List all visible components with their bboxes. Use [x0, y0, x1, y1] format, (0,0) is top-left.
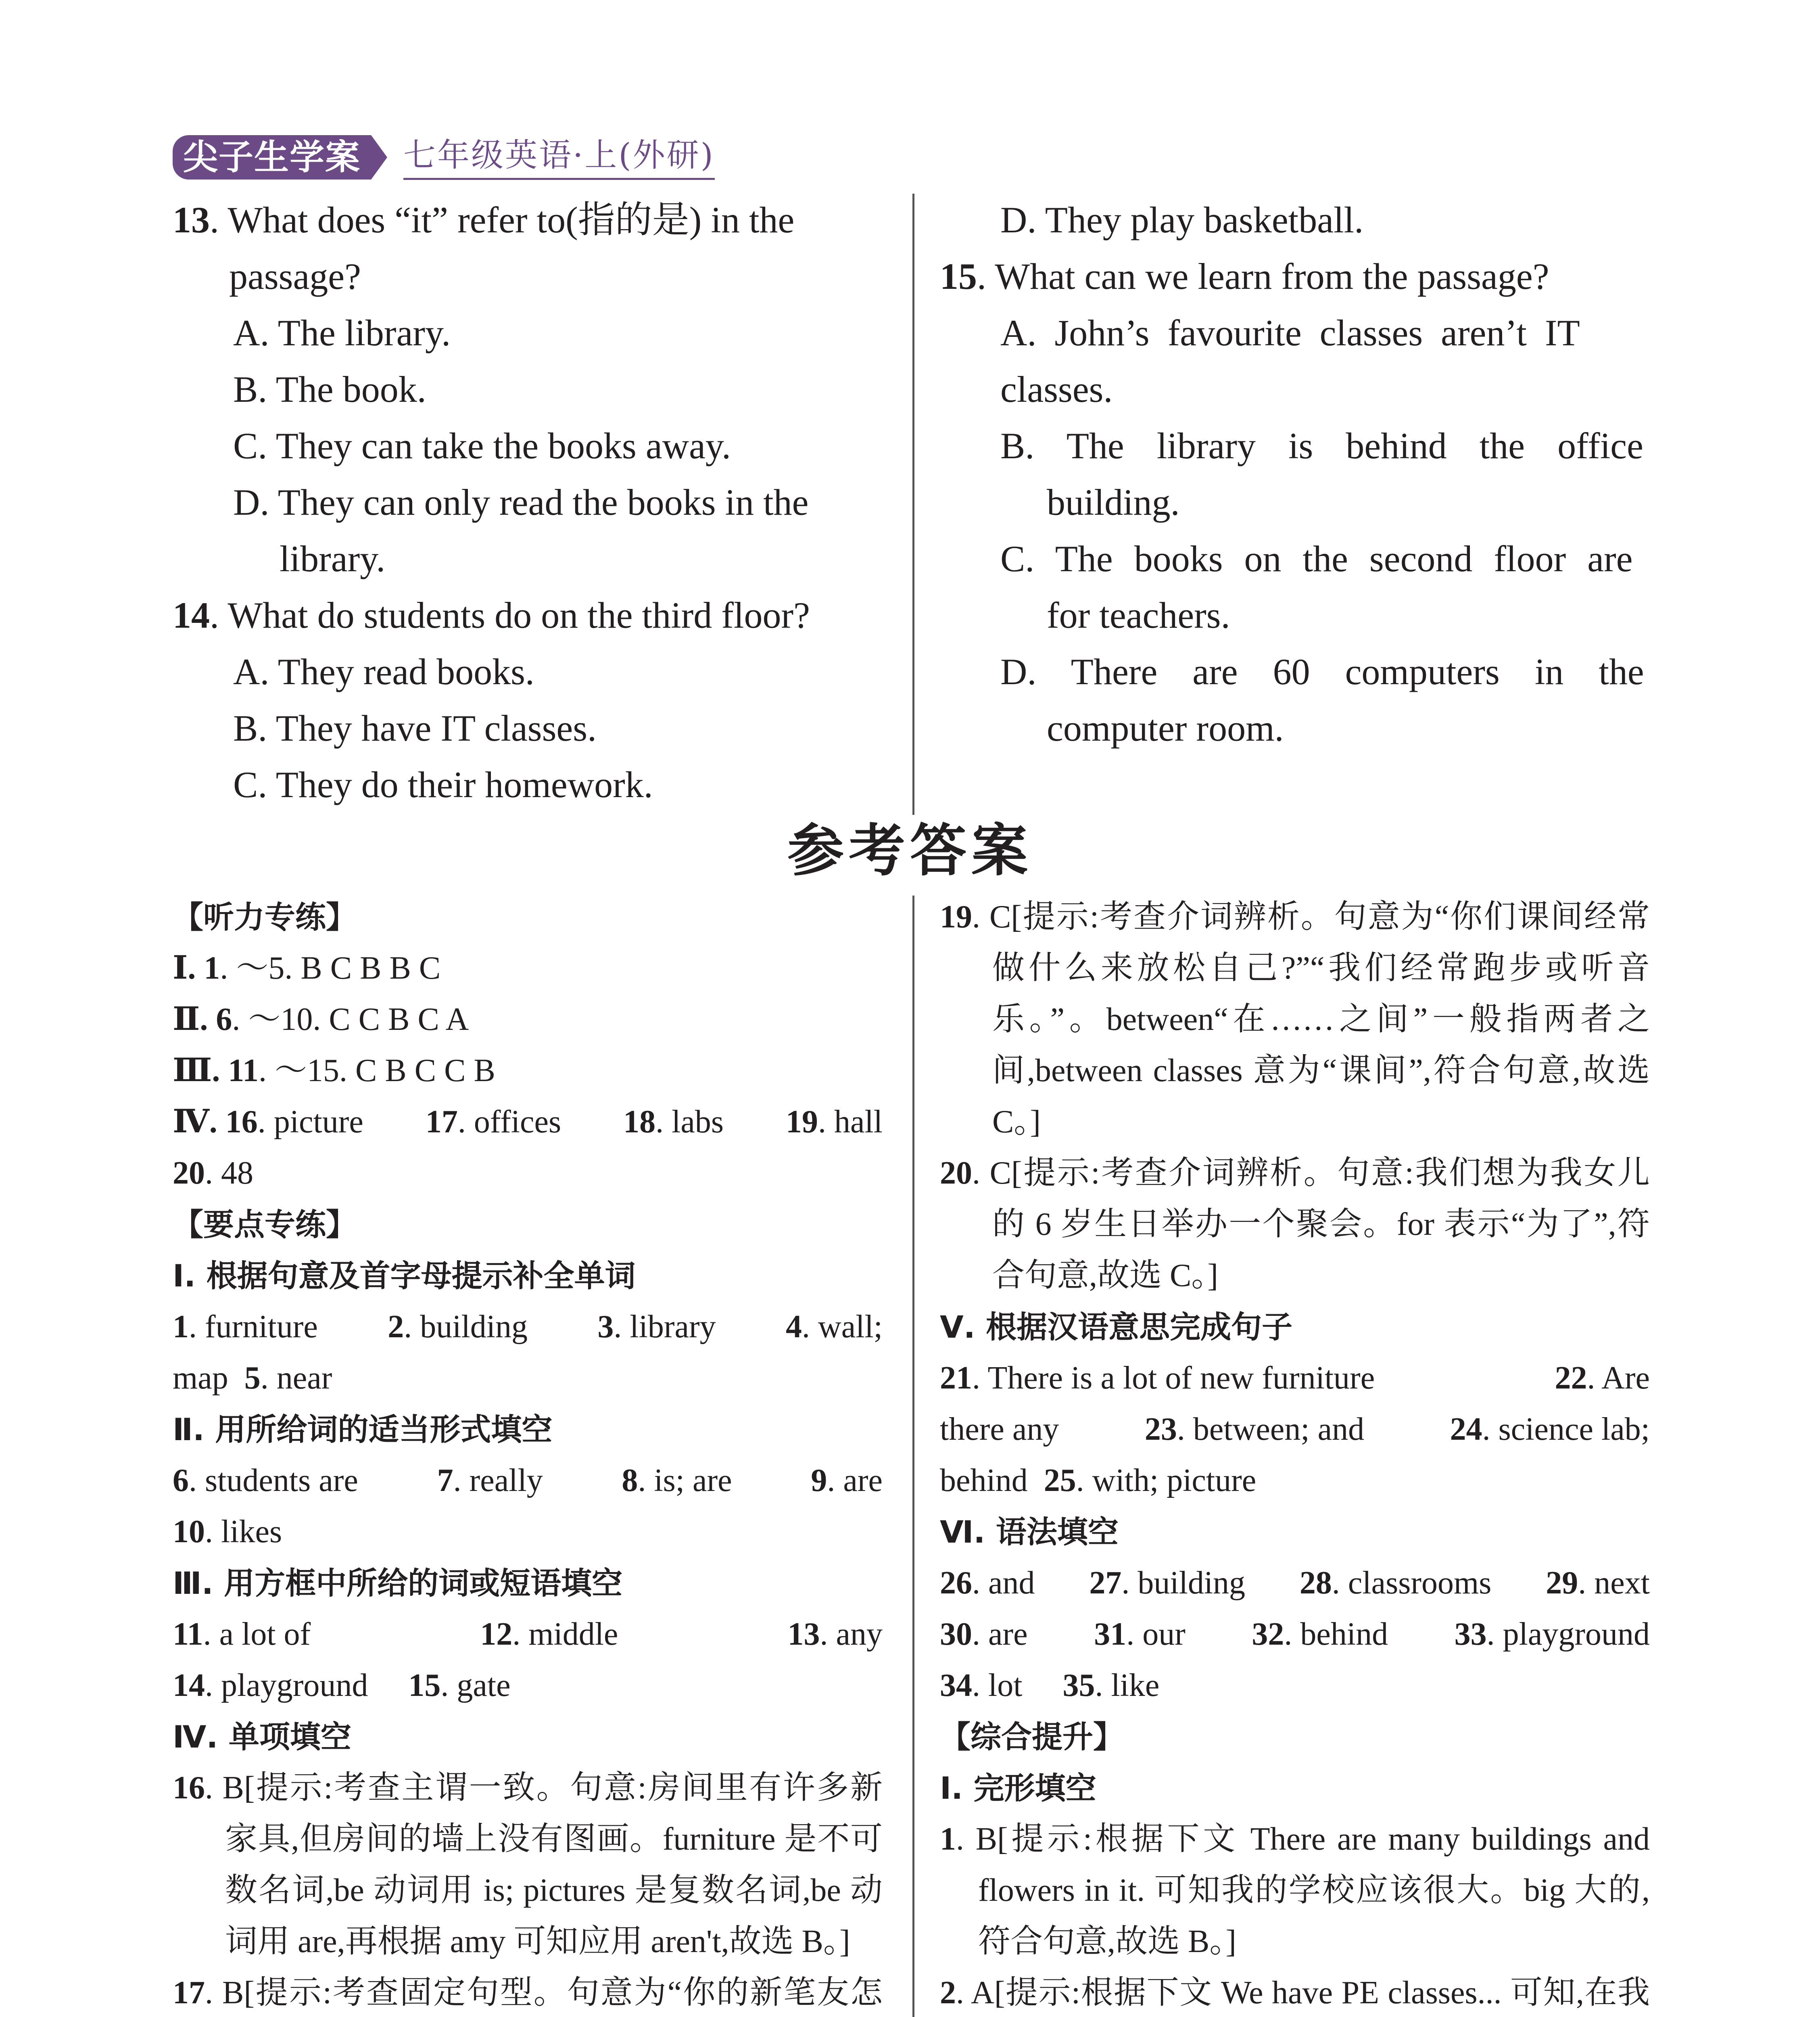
question-14-option-b: B. They have IT classes.	[233, 708, 597, 749]
question-13-option-c: C. They can take the books away.	[233, 425, 731, 466]
points-part3-row1: 11. a lot of 12. middle 13. any	[173, 1616, 883, 1652]
question-15-option-d: D. There are 60 computers in the	[1000, 651, 1644, 692]
section-listening-title: 【听力专练】	[173, 899, 357, 935]
question-15-stem: 15. What can we learn from the passage?	[940, 256, 1549, 297]
listening-row-4: Ⅳ. 16. picture 17. offices 18. labs 19. hall	[173, 1104, 883, 1140]
question-15-option-b: B. The library is behind the office	[1000, 425, 1643, 466]
questions-right-column	[940, 192, 1650, 756]
points-part6-row1: 26. and 27. building 28. classrooms 29. next	[940, 1565, 1650, 1601]
question-15-option-a-cont: classes.	[1000, 369, 1113, 410]
points-part5-row3: behind 25. with; picture	[940, 1463, 1256, 1498]
points-part2-row2: 10. likes	[173, 1514, 282, 1549]
question-15-option-b-cont: building.	[1047, 482, 1180, 523]
points-part1-title: Ⅰ. 根据句意及首字母提示补全单词	[173, 1258, 636, 1294]
question-13-option-b: B. The book.	[233, 369, 426, 410]
question-15-option-a: A. John’s favourite classes aren’t IT	[1000, 312, 1580, 353]
logo-tail-shape	[371, 135, 387, 180]
answers-left-column	[173, 892, 883, 2017]
explanation-16: 16. B[提示:考查主谓一致。句意:房间里有许多新家具,但房间的墙上没有图画。furniture 是不可数名词,be 动词用 is; pictures 是复数名词,be 动词用 are,再根据 amy 可知应用 aren't,故选 B。]	[173, 1770, 883, 1959]
question-14-option-a: A. They read books.	[233, 651, 534, 692]
points-part2-title: Ⅱ. 用所给词的适当形式填空	[173, 1411, 553, 1447]
questions-left-column	[173, 192, 883, 813]
points-part4-title: Ⅳ. 单项填空	[173, 1719, 351, 1755]
question-14-option-d: D. They play basketball.	[1000, 199, 1364, 240]
listening-row-5: 20. 48	[173, 1155, 253, 1191]
question-14-option-c: C. They do their homework.	[233, 764, 653, 805]
answers-right-column	[940, 892, 1650, 2017]
question-13-stem: 13. What does “it” refer to(指的是) in the	[173, 199, 795, 240]
page-header	[173, 133, 715, 182]
explanation-17: 17. B[提示:考查固定句型。句意为“你的新笔友怎	[173, 1975, 883, 2011]
question-13-option-a: A. The library.	[233, 312, 451, 353]
section-comprehensive-title: 【综合提升】	[940, 1719, 1124, 1755]
points-part3-row2: 14. playground 15. gate	[173, 1668, 511, 1703]
points-part6-title: Ⅵ. 语法填空	[940, 1514, 1119, 1550]
listening-row-2: Ⅱ. 6. ～10. C C B C A	[173, 1002, 469, 1037]
question-15-option-c: C. The books on the second floor are	[1000, 538, 1633, 579]
cloze-explanation-1: 1. B[提示:根据下文 There are many buildings and flowers in it. 可知我的学校应该很大。big 大的,符合句意,故选 B。]	[940, 1821, 1650, 1959]
points-part6-row3: 34. lot 35. like	[940, 1668, 1160, 1703]
question-14-stem: 14. What do students do on the third floor?	[173, 595, 810, 636]
cloze-title: Ⅰ. 完形填空	[940, 1770, 1096, 1806]
book-title: 七年级英语·上(外研)	[403, 135, 715, 180]
question-15-option-d-cont: computer room.	[1047, 708, 1284, 749]
points-part5-title: Ⅴ. 根据汉语意思完成句子	[940, 1309, 1293, 1345]
question-13-option-d: D. They can only read the books in the	[233, 482, 809, 523]
points-part1-row1: 1. furniture 2. building 3. library 4. wall;	[173, 1309, 883, 1345]
cloze-explanation-2: 2. A[提示:根据下文 We have PE classes... 可知,在我	[940, 1975, 1650, 2011]
question-13-stem-cont: passage?	[229, 256, 361, 297]
points-part1-row2: map 5. near	[173, 1360, 332, 1396]
question-13-option-d-cont: library.	[280, 538, 386, 579]
points-part2-row1: 6. students are 7. really 8. is; are 9. are	[173, 1463, 883, 1498]
answer-key-title: 参考答案	[787, 818, 1033, 884]
points-part6-row2: 30. are 31. our 32. behind 33. playground	[940, 1616, 1650, 1652]
points-part5-row2: there any 23. between; and 24. science lab;	[940, 1411, 1650, 1447]
listening-row-3: Ⅲ. 11. ～15. C B C C B	[173, 1053, 495, 1088]
points-part5-row1: 21. There is a lot of new furniture 22. Are	[940, 1360, 1650, 1396]
explanation-20: 20. C[提示:考查介词辨析。句意:我们想为我女儿的 6 岁生日举办一个聚会。for 表示“为了”,符合句意,故选 C。]	[940, 1155, 1650, 1293]
question-15-option-c-cont: for teachers.	[1047, 595, 1230, 636]
series-logo: 尖子生学案	[173, 135, 371, 180]
column-divider-bottom	[912, 896, 914, 2017]
explanation-19: 19. C[提示:考查介词辨析。句意为“你们课间经常做什么来放松自己?”“我们经常跑步或听音乐。”。between“在……之间”一般指两者之间,between classes 意为“课间”,符合句意,故选 C。]	[940, 899, 1650, 1140]
column-divider-top	[912, 194, 914, 815]
points-part3-title: Ⅲ. 用方框中所给的词或短语填空	[173, 1565, 623, 1601]
section-points-title: 【要点专练】	[173, 1207, 357, 1242]
listening-row-1: Ⅰ. 1. ～5. B C B B C	[173, 950, 441, 986]
